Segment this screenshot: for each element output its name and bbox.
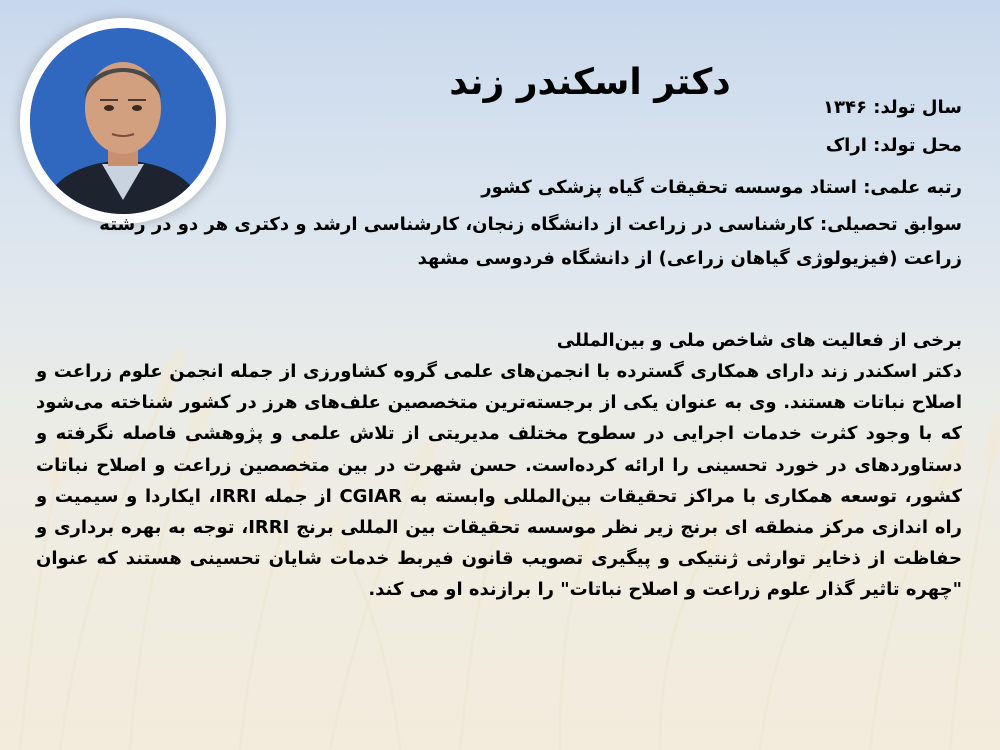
birth-year: سال تولد: ۱۳۴۶ bbox=[823, 97, 962, 118]
birth-place: محل تولد: اراک bbox=[825, 135, 962, 156]
profile-photo-frame bbox=[20, 18, 226, 224]
section-heading: برخی از فعالیت های شاخص ملی و بین‌المللی bbox=[556, 330, 962, 351]
page-title: دکتر اسکندر زند bbox=[449, 62, 731, 103]
biography-paragraph: دکتر اسکندر زند دارای همکاری گسترده با انجمن‌های علمی گروه کشاورزی از جمله انجمن علوم زراعت و اصلاح نباتات هستند. وی به عنوان یکی از برجسته‌ترین متخصصین علف‌های هرز در کشور شناخته می‌شود که با وجود کثرت خدمات اجرایی در سطوح مختلف مدیریتی از تلاش علمی و پژوهشی فاصله نگرفته و دستاوردهای در خورد تحسینی را ارائه کرده‌است. حسن شهرت در بین متخصصین زراعت و اصلاح نباتات کشور، توسعه همکاری با مراکز تحقیقات بین‌المللی وابسته به CGIAR از جمله IRRI، ایکاردا و سیمیت و راه اندازی مرکز منطقه ای برنج زیر نظر موسسه تحقیقات بین المللی برنج IRRI، توجه به بهره برداری و حفاظت از ذخایر توارثی ژنتیکی و پیگیری تصویب قانون فیربط خدمات شایان تحسینی هستند که عنوان "چهره تاثیر گذار علوم زراعت و اصلاح نباتات" را برازنده او می کند. bbox=[36, 361, 963, 601]
academic-rank: رتبه علمی: استاد موسسه تحقیقات گیاه پزشکی کشور bbox=[481, 177, 962, 198]
profile-photo bbox=[30, 28, 216, 214]
education-history: سوابق تحصیلی: کارشناسی در زراعت از دانشگاه زنجان، کارشناسی ارشد و دکتری هر دو در رشته زراعت (فیزیولوژی گیاهان زراعی) از دانشگاه فردوسی مشهد bbox=[99, 214, 962, 269]
portrait-avatar-icon bbox=[30, 28, 216, 214]
